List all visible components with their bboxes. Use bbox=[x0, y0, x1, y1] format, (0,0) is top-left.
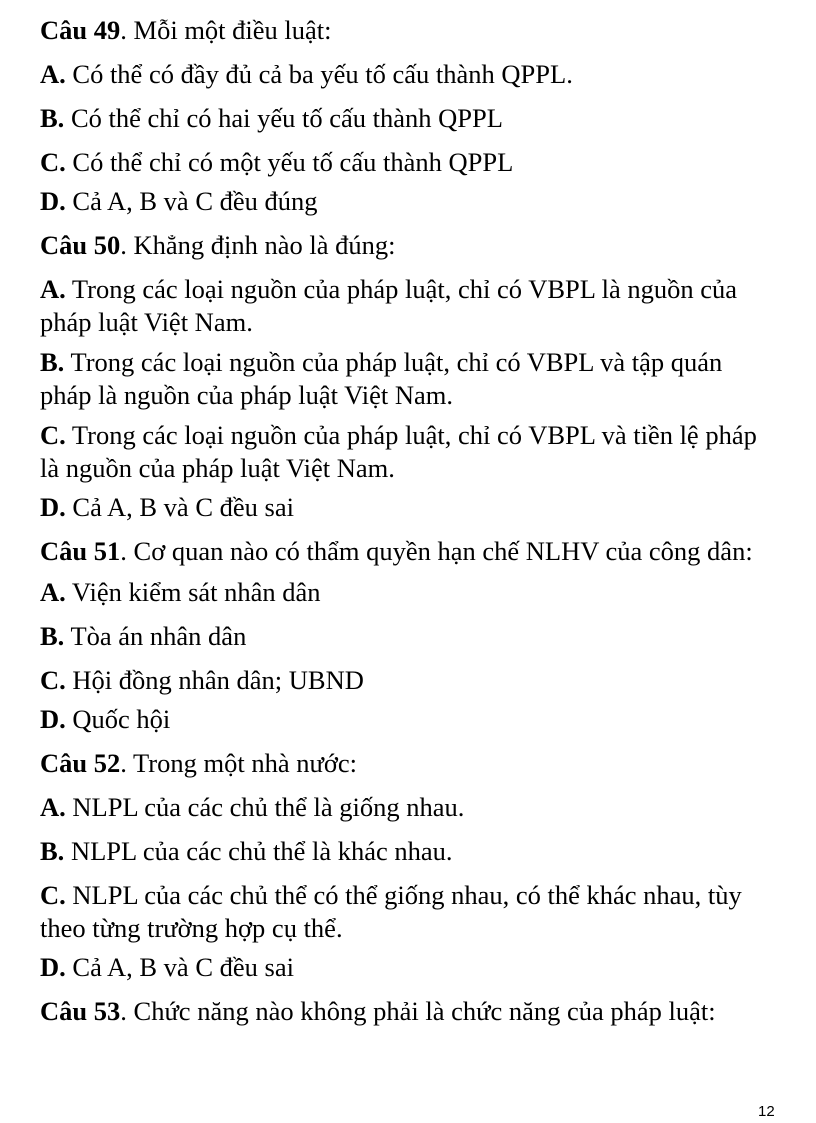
option-text: Có thể chỉ có một yếu tố cấu thành QPPL bbox=[65, 147, 514, 177]
option-letter: A. bbox=[40, 792, 66, 822]
option-letter: B. bbox=[40, 836, 65, 866]
option-c bbox=[40, 879, 780, 945]
question-number: Câu 49 bbox=[40, 15, 121, 45]
question-number: Câu 53 bbox=[40, 996, 121, 1026]
option-b bbox=[40, 102, 780, 135]
option-letter: C. bbox=[40, 665, 66, 695]
option-letter: B. bbox=[40, 347, 65, 377]
option-d bbox=[40, 185, 780, 218]
option-letter: D. bbox=[40, 492, 66, 522]
question-text: . Chức năng nào không phải là chức năng của pháp luật: bbox=[120, 996, 716, 1026]
option-text: Có thể chỉ có hai yếu tố cấu thành QPPL bbox=[64, 103, 503, 133]
question-text: . Khẳng định nào là đúng: bbox=[120, 230, 396, 260]
question-number: Câu 51 bbox=[40, 536, 121, 566]
option-a bbox=[40, 273, 780, 339]
option-text: Cả A, B và C đều sai bbox=[65, 492, 294, 522]
option-letter: B. bbox=[40, 103, 65, 133]
option-b bbox=[40, 620, 780, 653]
question-heading bbox=[40, 535, 780, 568]
question-51 bbox=[40, 535, 780, 736]
option-text: NLPL của các chủ thể là giống nhau. bbox=[65, 792, 465, 822]
question-53 bbox=[40, 995, 780, 1028]
option-a bbox=[40, 58, 780, 91]
option-text: Quốc hội bbox=[65, 704, 171, 734]
option-letter: C. bbox=[40, 880, 66, 910]
option-b bbox=[40, 835, 780, 868]
option-text: Trong các loại nguồn của pháp luật, chỉ có VBPL và tiền lệ pháp là nguồn của pháp luật Việt Nam. bbox=[40, 420, 757, 483]
question-heading bbox=[40, 995, 780, 1028]
option-d bbox=[40, 491, 780, 524]
option-text: Có thể có đầy đủ cả ba yếu tố cấu thành QPPL. bbox=[65, 59, 573, 89]
option-a bbox=[40, 791, 780, 824]
question-number: Câu 52 bbox=[40, 748, 121, 778]
question-heading bbox=[40, 14, 780, 47]
option-b bbox=[40, 346, 780, 412]
option-letter: A. bbox=[40, 274, 66, 304]
page-content bbox=[40, 14, 780, 1039]
option-text: Trong các loại nguồn của pháp luật, chỉ có VBPL là nguồn của pháp luật Việt Nam. bbox=[40, 274, 737, 337]
question-number: Câu 50 bbox=[40, 230, 121, 260]
question-50 bbox=[40, 229, 780, 524]
option-d bbox=[40, 703, 780, 736]
question-heading bbox=[40, 229, 780, 262]
option-letter: D. bbox=[40, 186, 66, 216]
question-text: . Cơ quan nào có thẩm quyền hạn chế NLHV của công dân: bbox=[120, 536, 753, 566]
option-letter: B. bbox=[40, 621, 65, 651]
question-heading bbox=[40, 747, 780, 780]
option-c bbox=[40, 419, 780, 485]
question-text: . Mỗi một điều luật: bbox=[120, 15, 332, 45]
option-c bbox=[40, 664, 780, 697]
option-letter: A. bbox=[40, 59, 66, 89]
option-letter: A. bbox=[40, 577, 66, 607]
option-text: Cả A, B và C đều sai bbox=[65, 952, 294, 982]
page-number: 12 bbox=[758, 1103, 775, 1120]
option-a bbox=[40, 576, 780, 609]
option-text: NLPL của các chủ thể là khác nhau. bbox=[64, 836, 453, 866]
question-text: . Trong một nhà nước: bbox=[120, 748, 357, 778]
option-text: Cả A, B và C đều đúng bbox=[65, 186, 318, 216]
question-49 bbox=[40, 14, 780, 218]
option-letter: D. bbox=[40, 704, 66, 734]
option-letter: D. bbox=[40, 952, 66, 982]
option-d bbox=[40, 951, 780, 984]
option-text: NLPL của các chủ thể có thể giống nhau, có thể khác nhau, tùy theo từng trường hợp cụ thể. bbox=[40, 880, 742, 943]
option-text: Hội đồng nhân dân; UBND bbox=[65, 665, 364, 695]
option-text: Trong các loại nguồn của pháp luật, chỉ có VBPL và tập quán pháp là nguồn của pháp luật Việt Nam. bbox=[40, 347, 723, 410]
option-text: Tòa án nhân dân bbox=[64, 621, 247, 651]
option-text: Viện kiểm sát nhân dân bbox=[65, 577, 321, 607]
option-letter: C. bbox=[40, 420, 66, 450]
option-letter: C. bbox=[40, 147, 66, 177]
question-52 bbox=[40, 747, 780, 984]
option-c bbox=[40, 146, 780, 179]
